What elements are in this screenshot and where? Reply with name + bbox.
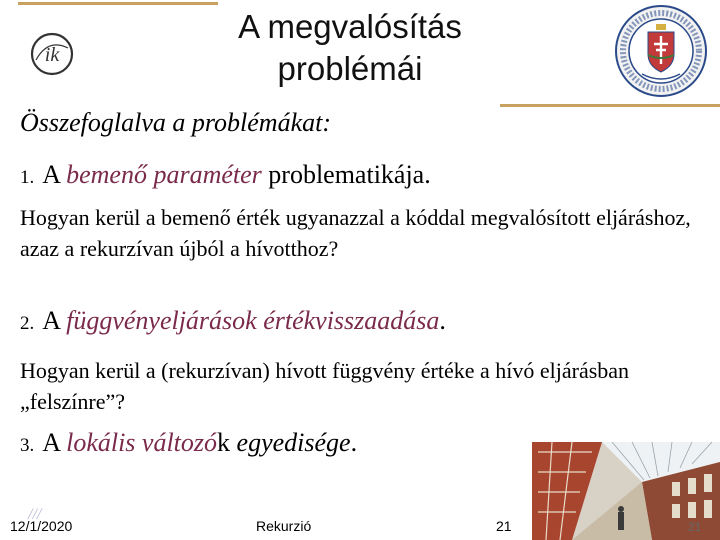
university-seal-icon bbox=[612, 2, 710, 100]
list-item-pre: A bbox=[42, 428, 67, 457]
footer-title: Rekurzió bbox=[256, 518, 312, 534]
list-item-1 bbox=[20, 160, 431, 190]
list-item-highlight: lokális változó bbox=[66, 428, 218, 457]
list-item-post-italic: egyedisége bbox=[230, 428, 351, 457]
decorative-line-top bbox=[18, 2, 218, 5]
faint-mark: /// bbox=[28, 506, 42, 523]
list-item-number: 1. bbox=[20, 167, 35, 188]
logo-text: ik bbox=[44, 44, 60, 66]
decorative-line-right bbox=[500, 104, 720, 107]
summary-heading: Összefoglalva a problémákat: bbox=[20, 108, 331, 137]
list-item-highlight: függvényeljárások értékvisszaadása bbox=[66, 306, 440, 335]
title-line-2: problémái bbox=[277, 50, 423, 87]
list-item-number: 3. bbox=[20, 435, 35, 456]
list-item-post-plain: k bbox=[217, 428, 231, 457]
paragraph-2: Hogyan kerül a (rekurzívan) hívott függvény értéke a hívó eljárásban „felszínre”? bbox=[20, 358, 630, 414]
list-item-3 bbox=[20, 428, 357, 458]
list-item-post: problematikája. bbox=[261, 160, 431, 189]
list-item-highlight: bemenő paraméter bbox=[66, 160, 262, 189]
footer-date: 12/1/2020 bbox=[10, 518, 73, 534]
title-line-1: A megvalósítás bbox=[238, 8, 462, 45]
list-item-2 bbox=[20, 306, 446, 336]
corner-page-number: 21 bbox=[688, 520, 702, 534]
list-item-number: 2. bbox=[20, 313, 35, 334]
slide-title bbox=[190, 6, 510, 90]
list-item-post: . bbox=[439, 306, 446, 335]
paragraph-1: Hogyan kerül a bemenő érték ugyanazzal a kóddal megvalósított eljáráshoz, azaz a rekurzívan újból a hívotthoz? bbox=[20, 205, 691, 261]
list-item-post: . bbox=[350, 428, 358, 457]
list-item-pre: A bbox=[42, 306, 67, 335]
footer-page-number: 21 bbox=[496, 518, 512, 534]
list-item-pre: A bbox=[42, 160, 67, 189]
ik-logo-icon bbox=[28, 30, 76, 78]
